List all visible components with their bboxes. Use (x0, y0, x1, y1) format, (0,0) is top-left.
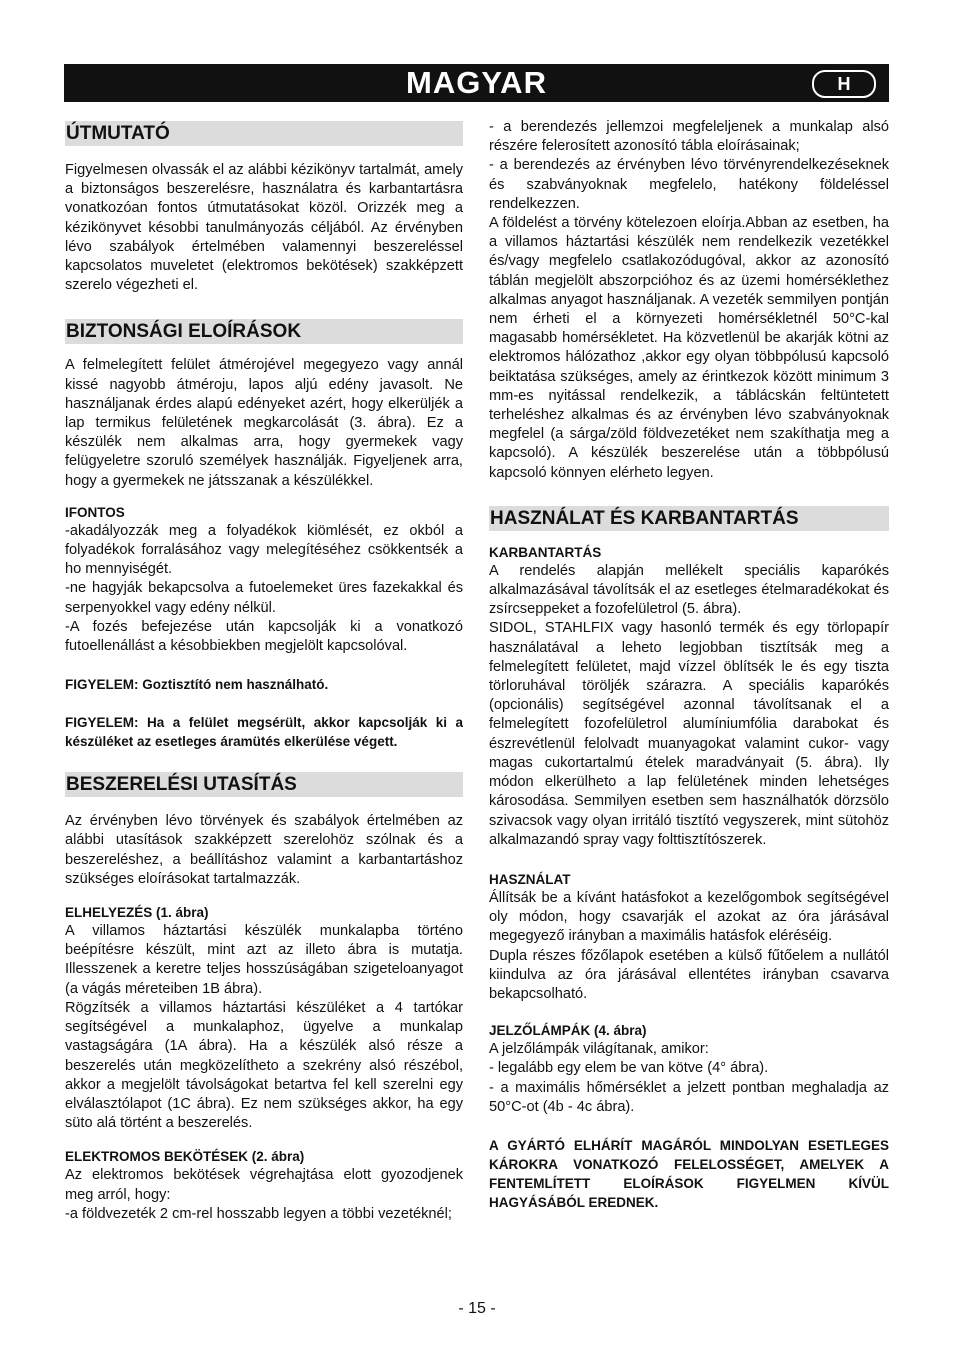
right-column (489, 118, 889, 1212)
manufacturer-disclaimer: A GYÁRTÓ ELHÁRÍT MAGÁRÓL MINDOLYAN ESETLEGES KÁROKRA VONATKOZÓ FELELOSSÉGET, AMELYEK A FENTEMLÍTETT ELOÍRÁSOK FIGYELMEN KÍVÜL HAGYÁSÁBÓL EREDNEK. (489, 1137, 889, 1210)
warning-steam-cleaner: FIGYELEM: Goztisztító nem használható. (65, 677, 329, 693)
ifontos-item-2: -ne hagyják bekapcsolva a futoelemeket üres fazekakkal és serpenyokkel vagy edény nélkül. (65, 580, 463, 616)
elhelyezes-subheading: ELHELYEZÉS (1. ábra) (65, 905, 209, 921)
hasznalat-text-2: Dupla részes főzőlapok esetében a külső fűtőelem a nullától kiindulva az óra járásával ellentétes irányban csavarva bekapcsolható. (489, 947, 889, 1002)
jelzolampak-item-2: - a maximális hőmérséklet a jelzett pontban meghaladja az 50°C-ot (4b - 4c ábra). (489, 1079, 889, 1115)
banner-title: MAGYAR (406, 65, 547, 100)
utmutato-text: Figyelmesen olvassák el az alábbi kézikönyv tartalmát, amely a biztonságos beszerelésre, használatra és karbantartásra vonatkozóan fontos útmutatásokat közöl. Orizzék meg a kézikönyvet késobbi tanulmányozás céljából. Az érvényben lévo szabályok értelmében valamennyi beszereléssel kapcsolatos muveletet (elektromos bekötések) szakképzett szerelo végezheti el. (65, 162, 463, 294)
biztonsagi-text: A felmelegített felület átmérojével megegyezo vagy annál kissé nagyobb átméroju, lapos aljú edény javasolt. Ne használjanak érdes alapú edényeket azért, hogy elkerüljék a lap termikus felületének megkarcolását (3. ábra). Ez a készülék nem alkalmas arra, hogy gyermekek vagy felügyeletre szoruló személyek használják. Figyeljenek arra, hogy a gyermekek ne játsszanak a készülékkel. (65, 357, 463, 489)
karbantartas-subheading: KARBANTARTÁS (489, 544, 602, 560)
section-heading-hasznalat-karbantartas: HASZNÁLAT ÉS KARBANTARTÁS (489, 506, 889, 531)
elektromos-text-2: -a földvezeték 2 cm-rel hosszabb legyen a többi vezetéknél; (65, 1205, 452, 1222)
elhelyezes-text-1: A villamos háztartási készülék munkalapba történo beépítésre készült, mint azt az illeto ábra is mutatja. Illesszenek a keretre teljes hosszúságában szigeteloanyagot (a vágás méreteiben 1B ábra). (65, 923, 463, 997)
grounding-text: A földelést a törvény kötelezoen eloírja.Abban az esetben, ha a villamos háztartási készülék nem rendelkezik vezetékkel és/vagy megfelelo csatlakozódugóval, akkor az azonosító táblán megjelölt abszorpcióhoz és az üzemi homérséklethez alkalmas anyagot használjanak. A vezeték semmilyen pontján nem érheti el a környezeti homérsékletnél 50°C-kal magasabb homérsékletet. Ha közvetlenül be akarják kötni az elektromos hálózathoz ,akkor egy olyan többpólusú kapcsoló beiktatása szükséges, amely az érintkezok között minimum 3 mm-es nyitással rendelkezik, a táblácskán feltüntetett terheléshez alkalmas és az érvényben lévo szabványoknak megfelel (a sárga/zöld földvezetéket nem szakíthatja meg a kapcsoló). A készülék beszerelése után a többpólusú kapcsoló könnyen elérheto legyen. (489, 215, 889, 481)
jelzolampak-text-1: A jelzőlámpák világítanak, amikor: (489, 1041, 709, 1058)
beszerelesi-text: Az érvényben lévo törvények és szabályok értelmében az alábbi utasítások szakképzett szerelohöz szólnak és a beszereléshez, a beállításhoz valamint a karbantartáshoz szükséges eloírásokat tartalmazzák. (65, 813, 463, 887)
ifontos-subheading: IFONTOS (65, 504, 125, 520)
ifontos-item-1: -akadályozzák meg a folyadékok kiömlését, ez okból a folyadékok forralásához vagy melegítéséhez csökkentsék a ho mennyiségét. (65, 522, 463, 578)
left-column (65, 118, 463, 1224)
page-number: - 15 - (458, 1300, 496, 1317)
language-badge: H (812, 70, 876, 98)
karbantartas-text-2: SIDOL, STAHLFIX vagy hasonló termék és egy törlopapír használatával a leheto legjobban tisztítsák meg a felmelegített felületet, majd vízzel öblítsék le és egy tiszta törloruhával töröljék szárazra. A speciális kaparókés (opcionális) segítségével azonnal távolítsanak el a felmelegített fozofelületrol alumíniumfólia darabokat és észrevétlenül felolvadt muanyagokat valamint cukor- vagy magas cukortartalmú ételek maradványait (5. ábra). Ily módon elkerülheto a lap felületének minden lehetséges károsodása. Semmilyen esetben sem használhatók dörzsölo szivacsok vagy olyan irritáló tisztító vegyszerek, mint sütohöz alkalmazandó spray vagy folttisztítószerek. (489, 620, 889, 848)
karbantartas-text-1: A rendelés alapján mellékelt speciális kaparókés alkalmazásával távolítsák el az esetleges ételmaradékokat és zsírcseppeket a fozofelületrol (5. ábra). (489, 562, 889, 618)
elektromos-text-1: Az elektromos bekötések végrehajtása elott gyozodjenek meg arról, hogy: (65, 1167, 463, 1203)
language-banner (64, 64, 889, 102)
section-heading-utmutato: ÚTMUTATÓ (65, 121, 463, 146)
section-heading-beszerelesi: BESZERELÉSI UTASÍTÁS (65, 772, 463, 797)
requirement-item-1: - a berendezés jellemzoi megfeleljenek a munkalap alsó részére felerosített azonosító tábla eloírásainak; (489, 119, 889, 155)
requirement-item-2: - a berendezés az érvényben lévo törvényrendelkezéseknek és szabványoknak megfelelo, hatékony földeléssel rendelkezzen. (489, 157, 889, 212)
hasznalat-text-1: Állítsák be a kívánt hatásfokot a kezelőgombok segítségével oly módon, hogy csavarják el azokat az óra járásával megegyező irányban a maximális hatásfok eléréséig. (489, 889, 889, 945)
elektromos-subheading: ELEKTROMOS BEKÖTÉSEK (2. ábra) (65, 1149, 305, 1165)
elhelyezes-text-2: Rögzítsék a villamos háztartási készüléket a 4 tartókar segítségével a munkalaphoz, ügyelve a munkalap vastagságára (1A ábra). Ha a készülék alsó része a beszerelés után megközelítheto a szekrény alsó részébol, akkor a megjelölt távolságokat betartva fel kell szerelni egy elválasztólapot (1C ábra). Ez nem szükséges akkor, ha egy süto alá történt a beszerelés. (65, 999, 463, 1132)
ifontos-item-3: -A fozés befejezése után kapcsolják ki a vonatkozó futoellenállást a késobbiekben megjelölt kapcsolóval. (65, 618, 463, 655)
jelzolampak-item-1: - legalább egy elem be van kötve (4° ábra). (489, 1060, 769, 1077)
section-heading-biztonsagi: BIZTONSÁGI ELOÍRÁSOK (65, 319, 463, 344)
warning-damaged-surface: FIGYELEM: Ha a felület megsérült, akkor kapcsolják ki a készüléket az esetleges áramütés elkerülése végett. (65, 715, 463, 750)
jelzolampak-subheading: JELZŐLÁMPÁK (4. ábra) (489, 1023, 647, 1039)
hasznalat-subheading: HASZNÁLAT (489, 871, 571, 887)
